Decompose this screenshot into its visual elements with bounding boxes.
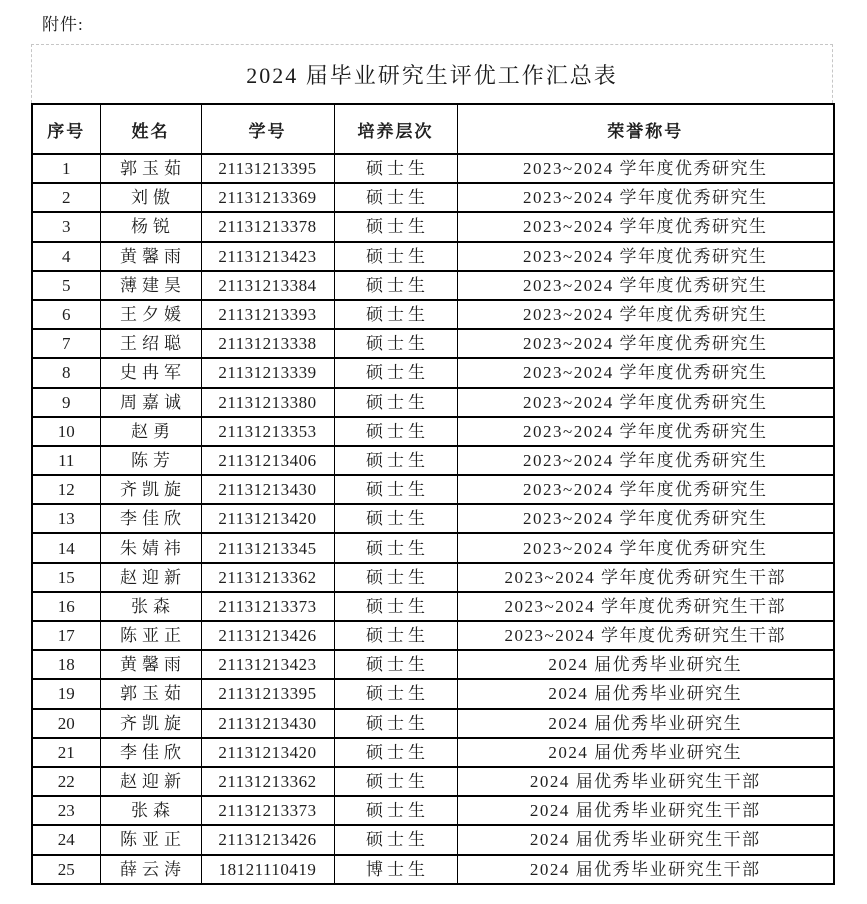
table-row bbox=[32, 271, 834, 300]
cell-honor: 2024 届优秀毕业研究生 bbox=[457, 738, 834, 767]
cell-name: 齐凯旋 bbox=[100, 709, 201, 738]
cell-level: 硕士生 bbox=[334, 358, 457, 387]
column-header-level: 培养层次 bbox=[334, 104, 457, 154]
cell-name: 薄建昊 bbox=[100, 271, 201, 300]
cell-student-id: 21131213384 bbox=[201, 271, 334, 300]
cell-student-id: 21131213380 bbox=[201, 388, 334, 417]
cell-student-id: 21131213393 bbox=[201, 300, 334, 329]
cell-name: 张森 bbox=[100, 796, 201, 825]
cell-seq: 19 bbox=[32, 679, 100, 708]
cell-honor: 2023~2024 学年度优秀研究生 bbox=[457, 446, 834, 475]
cell-seq: 10 bbox=[32, 417, 100, 446]
cell-name: 李佳欣 bbox=[100, 504, 201, 533]
cell-name: 刘傲 bbox=[100, 183, 201, 212]
cell-name: 黄馨雨 bbox=[100, 650, 201, 679]
cell-level: 博士生 bbox=[334, 855, 457, 884]
cell-level: 硕士生 bbox=[334, 738, 457, 767]
cell-level: 硕士生 bbox=[334, 563, 457, 592]
cell-student-id: 21131213338 bbox=[201, 329, 334, 358]
cell-name: 朱婧祎 bbox=[100, 533, 201, 562]
table-row bbox=[32, 621, 834, 650]
cell-honor: 2024 届优秀毕业研究生干部 bbox=[457, 767, 834, 796]
cell-name: 王夕媛 bbox=[100, 300, 201, 329]
cell-seq: 13 bbox=[32, 504, 100, 533]
cell-student-id: 21131213395 bbox=[201, 679, 334, 708]
cell-name: 赵迎新 bbox=[100, 767, 201, 796]
cell-seq: 6 bbox=[32, 300, 100, 329]
cell-student-id: 21131213369 bbox=[201, 183, 334, 212]
cell-name: 王绍聪 bbox=[100, 329, 201, 358]
cell-level: 硕士生 bbox=[334, 767, 457, 796]
table-row bbox=[32, 154, 834, 183]
cell-level: 硕士生 bbox=[334, 300, 457, 329]
table-row bbox=[32, 475, 834, 504]
cell-name: 赵迎新 bbox=[100, 563, 201, 592]
cell-name: 黄馨雨 bbox=[100, 242, 201, 271]
cell-seq: 23 bbox=[32, 796, 100, 825]
cell-student-id: 21131213426 bbox=[201, 621, 334, 650]
cell-seq: 14 bbox=[32, 533, 100, 562]
cell-student-id: 21131213430 bbox=[201, 475, 334, 504]
cell-seq: 11 bbox=[32, 446, 100, 475]
cell-name: 周嘉诚 bbox=[100, 388, 201, 417]
cell-seq: 4 bbox=[32, 242, 100, 271]
cell-seq: 24 bbox=[32, 825, 100, 854]
cell-name: 杨锐 bbox=[100, 212, 201, 241]
cell-seq: 12 bbox=[32, 475, 100, 504]
cell-student-id: 21131213395 bbox=[201, 154, 334, 183]
cell-level: 硕士生 bbox=[334, 271, 457, 300]
table-row bbox=[32, 592, 834, 621]
cell-seq: 9 bbox=[32, 388, 100, 417]
cell-honor: 2024 届优秀毕业研究生 bbox=[457, 650, 834, 679]
cell-level: 硕士生 bbox=[334, 212, 457, 241]
cell-honor: 2023~2024 学年度优秀研究生 bbox=[457, 329, 834, 358]
table-row bbox=[32, 183, 834, 212]
cell-name: 齐凯旋 bbox=[100, 475, 201, 504]
table-row bbox=[32, 650, 834, 679]
cell-level: 硕士生 bbox=[334, 475, 457, 504]
cell-level: 硕士生 bbox=[334, 417, 457, 446]
cell-seq: 22 bbox=[32, 767, 100, 796]
page-title: 2024 届毕业研究生评优工作汇总表 bbox=[246, 62, 618, 88]
cell-level: 硕士生 bbox=[334, 796, 457, 825]
table-row bbox=[32, 388, 834, 417]
cell-seq: 18 bbox=[32, 650, 100, 679]
cell-level: 硕士生 bbox=[334, 592, 457, 621]
table-row bbox=[32, 446, 834, 475]
cell-student-id: 21131213406 bbox=[201, 446, 334, 475]
cell-student-id: 21131213430 bbox=[201, 709, 334, 738]
cell-honor: 2023~2024 学年度优秀研究生 bbox=[457, 533, 834, 562]
cell-level: 硕士生 bbox=[334, 533, 457, 562]
table-row bbox=[32, 300, 834, 329]
table-row bbox=[32, 796, 834, 825]
summary-document bbox=[31, 44, 833, 885]
cell-seq: 7 bbox=[32, 329, 100, 358]
column-header-student-id: 学号 bbox=[201, 104, 334, 154]
header-row bbox=[32, 104, 834, 154]
cell-name: 张森 bbox=[100, 592, 201, 621]
table-row bbox=[32, 242, 834, 271]
cell-honor: 2023~2024 学年度优秀研究生 bbox=[457, 504, 834, 533]
cell-seq: 15 bbox=[32, 563, 100, 592]
attachment-label: 附件: bbox=[42, 15, 84, 34]
cell-level: 硕士生 bbox=[334, 679, 457, 708]
cell-seq: 17 bbox=[32, 621, 100, 650]
cell-level: 硕士生 bbox=[334, 446, 457, 475]
cell-student-id: 21131213362 bbox=[201, 767, 334, 796]
cell-honor: 2023~2024 学年度优秀研究生 bbox=[457, 242, 834, 271]
table-row bbox=[32, 212, 834, 241]
cell-honor: 2024 届优秀毕业研究生 bbox=[457, 709, 834, 738]
cell-student-id: 21131213378 bbox=[201, 212, 334, 241]
cell-honor: 2023~2024 学年度优秀研究生干部 bbox=[457, 621, 834, 650]
summary-table bbox=[31, 103, 835, 885]
cell-honor: 2023~2024 学年度优秀研究生 bbox=[457, 212, 834, 241]
cell-seq: 2 bbox=[32, 183, 100, 212]
cell-student-id: 21131213423 bbox=[201, 242, 334, 271]
cell-seq: 25 bbox=[32, 855, 100, 884]
cell-seq: 3 bbox=[32, 212, 100, 241]
table-row bbox=[32, 709, 834, 738]
cell-student-id: 21131213373 bbox=[201, 592, 334, 621]
title-box bbox=[31, 44, 833, 103]
cell-name: 郭玉茹 bbox=[100, 154, 201, 183]
table-row bbox=[32, 679, 834, 708]
cell-name: 史冉军 bbox=[100, 358, 201, 387]
column-header-seq: 序号 bbox=[32, 104, 100, 154]
cell-student-id: 21131213420 bbox=[201, 738, 334, 767]
cell-honor: 2024 届优秀毕业研究生干部 bbox=[457, 796, 834, 825]
cell-level: 硕士生 bbox=[334, 709, 457, 738]
table-row bbox=[32, 417, 834, 446]
cell-honor: 2023~2024 学年度优秀研究生 bbox=[457, 271, 834, 300]
cell-name: 陈芳 bbox=[100, 446, 201, 475]
column-header-honor: 荣誉称号 bbox=[457, 104, 834, 154]
table-row bbox=[32, 767, 834, 796]
cell-honor: 2023~2024 学年度优秀研究生 bbox=[457, 300, 834, 329]
cell-honor: 2023~2024 学年度优秀研究生 bbox=[457, 388, 834, 417]
cell-student-id: 21131213420 bbox=[201, 504, 334, 533]
cell-seq: 5 bbox=[32, 271, 100, 300]
table-row bbox=[32, 358, 834, 387]
cell-name: 陈亚正 bbox=[100, 621, 201, 650]
cell-name: 薛云涛 bbox=[100, 855, 201, 884]
cell-seq: 16 bbox=[32, 592, 100, 621]
cell-level: 硕士生 bbox=[334, 242, 457, 271]
table-row bbox=[32, 533, 834, 562]
cell-student-id: 21131213423 bbox=[201, 650, 334, 679]
cell-level: 硕士生 bbox=[334, 154, 457, 183]
cell-honor: 2023~2024 学年度优秀研究生 bbox=[457, 475, 834, 504]
cell-level: 硕士生 bbox=[334, 650, 457, 679]
table-body bbox=[32, 154, 834, 884]
cell-student-id: 18121110419 bbox=[201, 855, 334, 884]
cell-honor: 2023~2024 学年度优秀研究生 bbox=[457, 417, 834, 446]
table-row bbox=[32, 738, 834, 767]
table-row bbox=[32, 855, 834, 884]
table-row bbox=[32, 329, 834, 358]
cell-honor: 2024 届优秀毕业研究生干部 bbox=[457, 825, 834, 854]
cell-seq: 1 bbox=[32, 154, 100, 183]
cell-name: 李佳欣 bbox=[100, 738, 201, 767]
cell-honor: 2024 届优秀毕业研究生干部 bbox=[457, 855, 834, 884]
cell-student-id: 21131213426 bbox=[201, 825, 334, 854]
cell-student-id: 21131213353 bbox=[201, 417, 334, 446]
cell-level: 硕士生 bbox=[334, 621, 457, 650]
cell-honor: 2023~2024 学年度优秀研究生 bbox=[457, 183, 834, 212]
cell-seq: 21 bbox=[32, 738, 100, 767]
cell-student-id: 21131213373 bbox=[201, 796, 334, 825]
cell-level: 硕士生 bbox=[334, 825, 457, 854]
cell-student-id: 21131213339 bbox=[201, 358, 334, 387]
column-header-name: 姓名 bbox=[100, 104, 201, 154]
cell-level: 硕士生 bbox=[334, 329, 457, 358]
cell-seq: 8 bbox=[32, 358, 100, 387]
cell-name: 赵勇 bbox=[100, 417, 201, 446]
cell-honor: 2023~2024 学年度优秀研究生 bbox=[457, 358, 834, 387]
cell-honor: 2023~2024 学年度优秀研究生干部 bbox=[457, 592, 834, 621]
cell-honor: 2024 届优秀毕业研究生 bbox=[457, 679, 834, 708]
cell-name: 郭玉茹 bbox=[100, 679, 201, 708]
table-row bbox=[32, 825, 834, 854]
cell-level: 硕士生 bbox=[334, 388, 457, 417]
table-row bbox=[32, 563, 834, 592]
cell-student-id: 21131213362 bbox=[201, 563, 334, 592]
cell-seq: 20 bbox=[32, 709, 100, 738]
cell-honor: 2023~2024 学年度优秀研究生 bbox=[457, 154, 834, 183]
cell-level: 硕士生 bbox=[334, 183, 457, 212]
cell-level: 硕士生 bbox=[334, 504, 457, 533]
table-row bbox=[32, 504, 834, 533]
cell-honor: 2023~2024 学年度优秀研究生干部 bbox=[457, 563, 834, 592]
cell-student-id: 21131213345 bbox=[201, 533, 334, 562]
cell-name: 陈亚正 bbox=[100, 825, 201, 854]
